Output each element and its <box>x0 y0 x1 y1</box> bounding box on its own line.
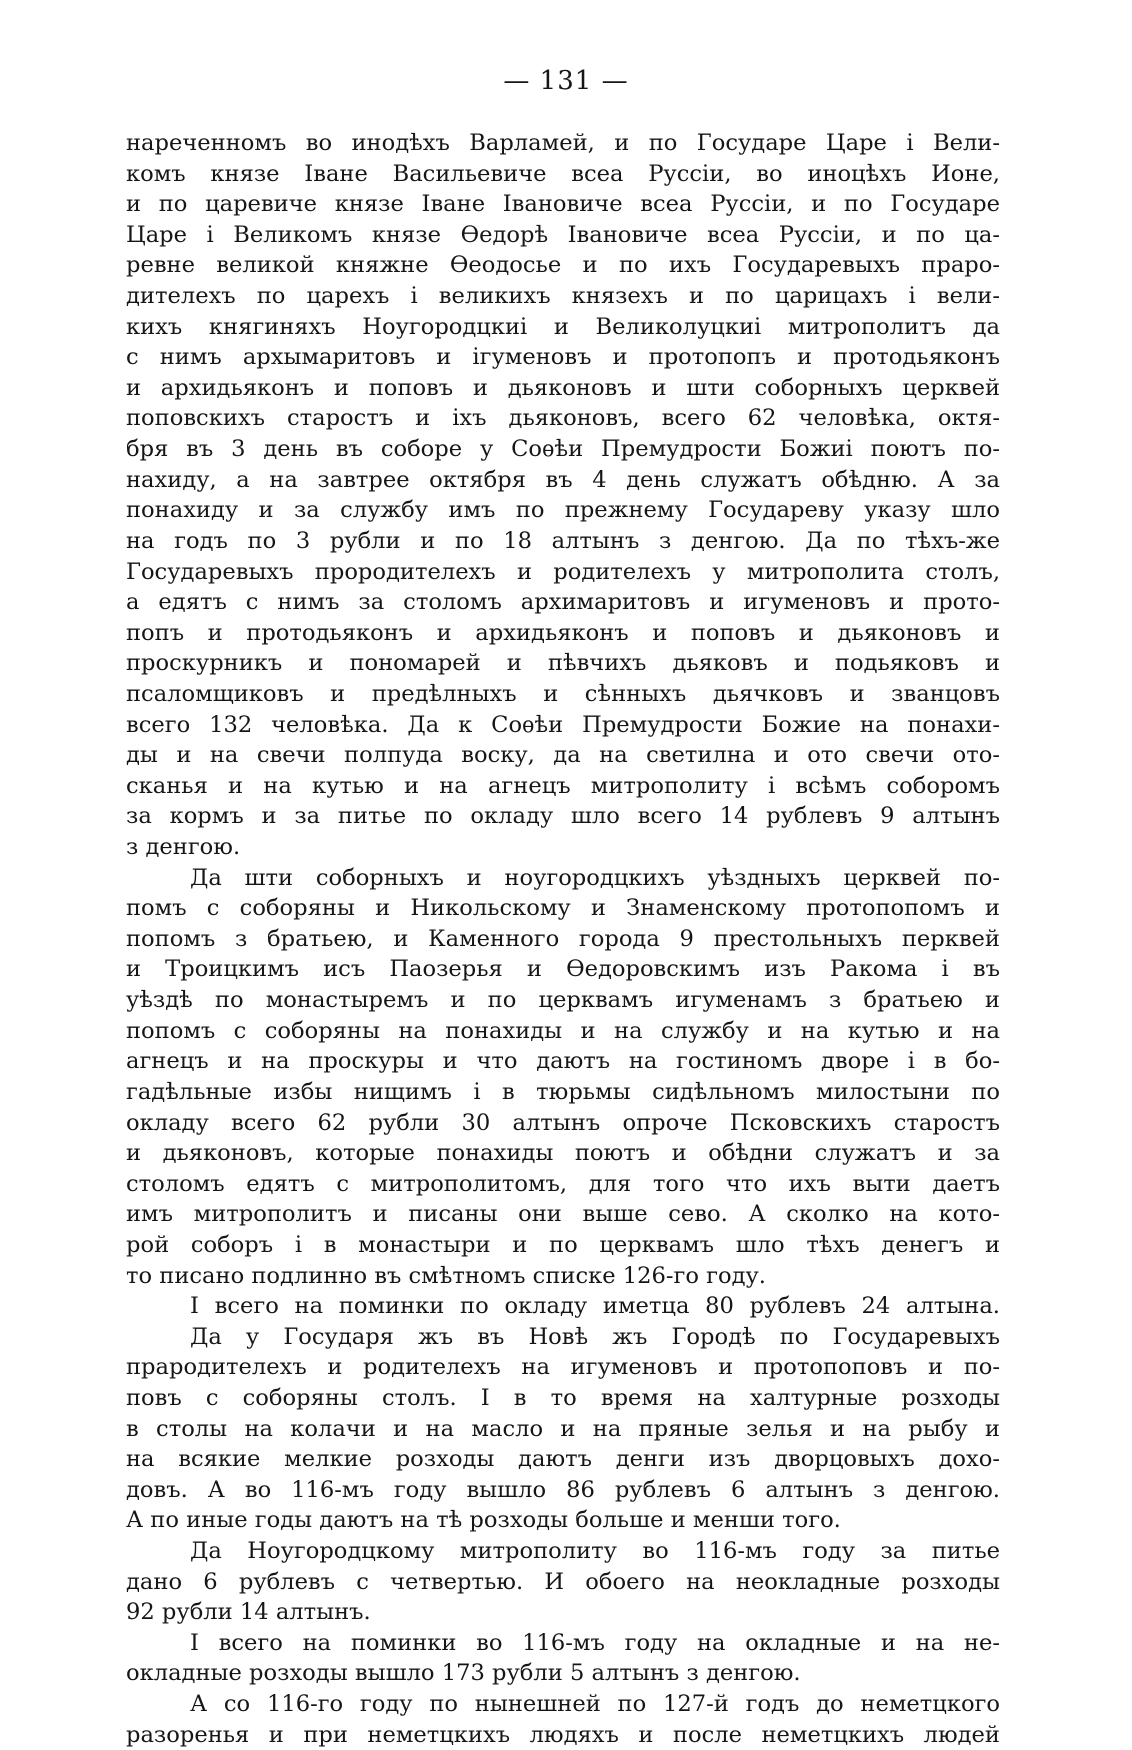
text-line: а едятъ с нимъ за столомъ архимаритовъ и игуменовъ и прото- <box>126 589 1000 616</box>
text-line: ревне великой княжне Ѳеодосье и по ихъ Государевыхъ прaро- <box>126 252 1000 279</box>
text-line: І всего на поминки по окладу иметца 80 рублевъ 24 алтына. <box>190 1293 1000 1320</box>
text-line: понахиду и за службу имъ по прежнему Государеву указу шло <box>126 497 1000 524</box>
text-line: и дьяконовъ, которые понахиды поютъ и обѣдни служатъ и за <box>126 1140 1000 1167</box>
text-line: комъ князе Іване Васильевиче всеа Руссіи, во иноцѣхъ Ионе, <box>126 160 1000 187</box>
page-number: — 131 — <box>503 66 629 96</box>
text-line: попомъ з братьею, и Каменного города 9 престольныхъ перквей <box>126 925 1000 952</box>
text-line: довъ. А во 116-мъ году вышло 86 рублевъ 6 алтынъ з денгою. <box>126 1476 1000 1503</box>
text-line: помъ с соборяны и Никольскому и Знаменскому протопопомъ и <box>126 895 1000 922</box>
text-line: столомъ едятъ с митрополитомъ, для того что ихъ выти даетъ <box>126 1170 1000 1197</box>
text-line: на всякие мелкие розходы даютъ денги изъ дворцовыхъ дохо- <box>126 1446 1000 1473</box>
text-line: с нимъ архымаритовъ и ігуменовъ и протопопъ и протодьяконъ <box>126 344 1000 371</box>
text-line: окладу всего 62 рубли 30 алтынъ опроче Псковскихъ старостъ <box>126 1109 1000 1136</box>
text-line: дано 6 рублевъ с четвертью. И обоего на неокладные розходы <box>126 1568 1000 1595</box>
text-line: ды и на свечи полпуда воску, да на светилна и ото свечи ото- <box>126 742 1000 769</box>
text-line: поповскихъ старостъ и іхъ дьяконовъ, всего 62 человѣка, октя- <box>126 405 1000 432</box>
text-line: Да шти соборныхъ и ноугородцкихъ уѣздныхъ церквей по- <box>190 864 1000 891</box>
text-line: псаломщиковъ и предѣлныхъ и сѣнныхъ дьячковъ и званцовъ <box>126 680 1000 707</box>
body-text <box>126 128 1000 1750</box>
text-line: и по царевиче князе Іване Івановиче всеа Руссіи, и по Государе <box>126 191 1000 218</box>
text-line: имъ митрополитъ и писаны они выше сево. А сколко на кото- <box>126 1201 1000 1228</box>
text-line: разоренья и при неметцкихъ людяхъ и после неметцкихъ людей <box>126 1721 1000 1748</box>
text-line: А со 116-го году по нынешней по 127-й годъ до неметцкого <box>190 1691 1000 1718</box>
text-line: Да Ноугородцкому митрополиту во 116-мъ году за питье <box>190 1538 1000 1565</box>
text-line: в столы на колачи и на масло и на пряные зелья и на рыбу и <box>126 1415 1000 1442</box>
text-line: и Троицкимъ исъ Паозерья и Ѳедоровскимъ изъ Ракома і въ <box>126 956 1000 983</box>
text-line: за кормъ и за питье по окладу шло всего 14 рублевъ 9 алтынъ <box>126 803 1000 830</box>
text-line: всего 132 человѣка. Да к Соѳѣи Премудрости Божие на понахи- <box>126 711 1000 738</box>
text-line: І всего на поминки во 116-мъ году на окладные и на не- <box>190 1629 1000 1656</box>
text-line: сканья и на кутью и на агнецъ митрополиту і всѣмъ соборомъ <box>126 772 1000 799</box>
text-line: уѣздѣ по монастыремъ и по церквамъ игуменамъ з братьею и <box>126 987 1000 1014</box>
text-line: окладные розходы вышло 173 рубли 5 алтынъ з денгою. <box>126 1660 801 1687</box>
text-line: дителехъ по царехъ і великихъ князехъ и по царицахъ і вели- <box>126 283 1000 310</box>
text-line: агнецъ и на проскуры и что даютъ на гостиномъ дворе і в бо- <box>126 1048 1000 1075</box>
text-line: и архидьяконъ и поповъ и дьяконовъ и шти соборныхъ церквей <box>126 374 1000 401</box>
text-line: то писано подлинно въ смѣтномъ списке 126-го году. <box>126 1262 766 1289</box>
text-line: 92 рубли 14 алтынъ. <box>126 1599 371 1626</box>
text-line: попомъ с соборяны на понахиды и на службу и на кутью и на <box>126 1017 1000 1044</box>
text-line: кихъ княгиняхъ Ноугородцкиі и Великолуцкиі митрополитъ да <box>126 313 1000 340</box>
text-line: нахиду, а на завтрее октября въ 4 день служатъ обѣдню. А за <box>126 466 1000 493</box>
text-line: Царе і Великомъ князе Ѳедорѣ Івановиче всеа Руссіи, и по ца- <box>126 221 1000 248</box>
text-line: рой соборъ і в монастыри и по церквамъ шло тѣхъ денегъ и <box>126 1231 1000 1258</box>
text-line: на годъ по 3 рубли и по 18 алтынъ з денгою. Да по тѣхъ-же <box>126 527 1000 554</box>
text-line: з денгою. <box>126 834 241 861</box>
text-line: гадѣльные избы нищимъ і в тюрьмы сидѣльномъ милостыни по <box>126 1078 1000 1105</box>
text-line: повъ с соборяны столъ. І в то время на халтурные розходы <box>126 1384 1000 1411</box>
text-line: прародителехъ и родителехъ на игуменовъ и протопоповъ и по- <box>126 1354 1000 1381</box>
text-line: А по иные годы даютъ на тѣ розходы больше и менши того. <box>126 1507 841 1534</box>
text-line: попъ и протодьяконъ и архидьяконъ и поповъ и дьяконовъ и <box>126 619 1000 646</box>
text-line: нареченномъ во инодѣхъ Варламей, и по Государе Царе і Вели- <box>126 130 1000 156</box>
text-line: проскурникъ и пономарей и пѣвчихъ дьяковъ и подьяковъ и <box>126 650 1000 677</box>
text-line: Государевыхъ прородителехъ и родителехъ у митрополита столъ, <box>126 558 1000 585</box>
text-line: бря въ 3 день въ соборе у Соѳѣи Премудрости Божиі поютъ по- <box>126 436 1000 463</box>
text-line: Да у Государя жъ въ Новѣ жъ Городѣ по Государевыхъ <box>190 1323 1000 1350</box>
